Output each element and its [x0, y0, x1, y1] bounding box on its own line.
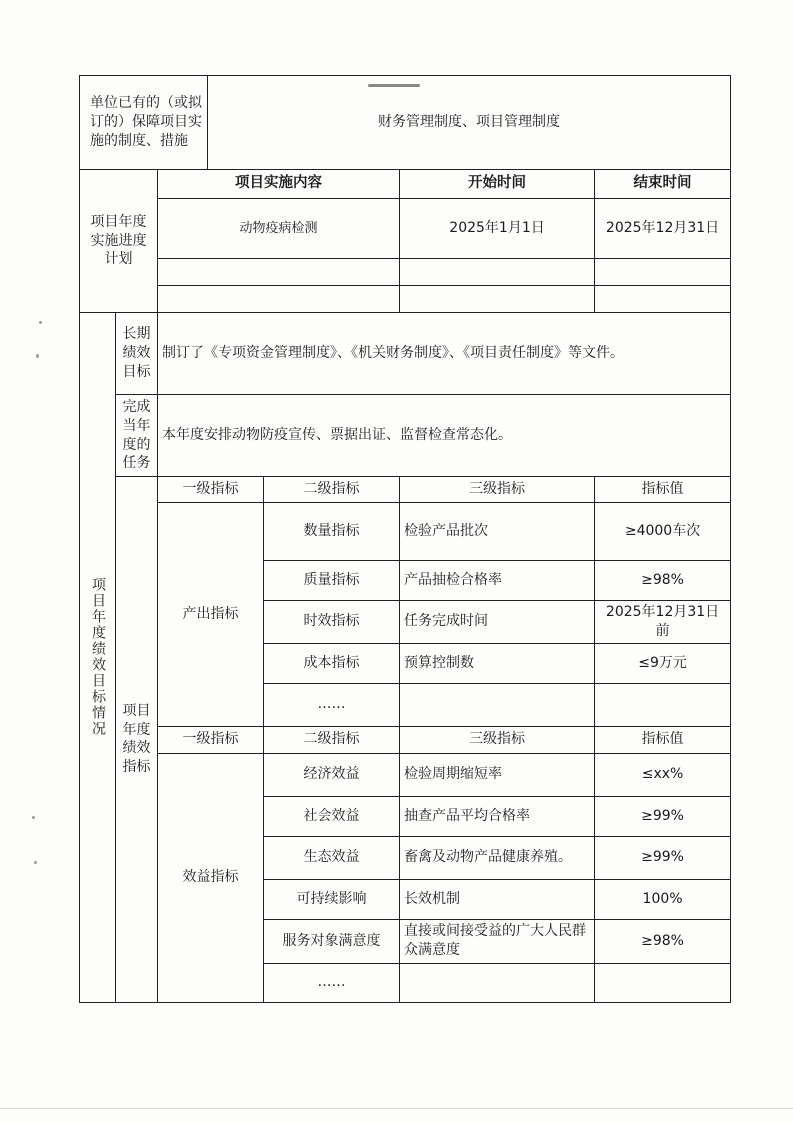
indicator-header-level3: 三级指标 — [400, 726, 595, 753]
benefit-level3: 长效机制 — [400, 879, 595, 919]
output-level2-ellipsis: …… — [264, 683, 400, 726]
indicator-header-level2: 二级指标 — [264, 726, 400, 753]
indicator-header-level3: 三级指标 — [400, 477, 595, 503]
indicator-header-level1: 一级指标 — [158, 726, 264, 753]
measures-label: 单位已有的（或拟订的）保障项目实施的制度、措施 — [80, 76, 208, 170]
benefit-level2: 生态效益 — [264, 836, 400, 879]
output-level2: 时效指标 — [264, 601, 400, 644]
indicator-header-level2: 二级指标 — [264, 477, 400, 503]
schedule-start-cell: 2025年1月1日 — [400, 199, 595, 259]
scan-speck — [34, 861, 37, 864]
schedule-empty-cell — [400, 286, 595, 313]
output-value: ≥4000车次 — [595, 503, 731, 561]
annual-task-label: 完成当年度的任务 — [116, 395, 158, 477]
benefit-value: ≥99% — [595, 836, 731, 879]
output-value — [595, 683, 731, 726]
scan-speck — [39, 321, 42, 324]
output-level2: 质量指标 — [264, 561, 400, 601]
output-level3 — [400, 683, 595, 726]
measures-value: 财务管理制度、项目管理制度 — [208, 76, 731, 170]
benefit-value — [595, 963, 731, 1002]
benefit-value: 100% — [595, 879, 731, 919]
output-level3: 检验产品批次 — [400, 503, 595, 561]
performance-goal-table — [79, 75, 731, 1003]
annual-task-value: 本年度安排动物防疫宣传、票据出证、监督检查常态化。 — [158, 395, 731, 477]
schedule-header-content: 项目实施内容 — [158, 170, 400, 199]
benefit-value: ≥98% — [595, 919, 731, 963]
benefit-level2: 服务对象满意度 — [264, 919, 400, 963]
benefit-level2: 经济效益 — [264, 753, 400, 796]
indicator-header-level1: 一级指标 — [158, 477, 264, 503]
schedule-header-start: 开始时间 — [400, 170, 595, 199]
benefit-level2: 可持续影响 — [264, 879, 400, 919]
output-level3: 产品抽检合格率 — [400, 561, 595, 601]
benefit-level3: 检验周期缩短率 — [400, 753, 595, 796]
benefit-value: ≤xx% — [595, 753, 731, 796]
schedule-empty-cell — [158, 286, 400, 313]
benefit-level3: 畜禽及动物产品健康养殖。 — [400, 836, 595, 879]
long-term-goal-value: 制订了《专项资金管理制度》、《机关财务制度》、《项目责任制度》等文件。 — [158, 313, 731, 395]
output-level3: 预算控制数 — [400, 643, 595, 683]
output-value: 2025年12月31日前 — [595, 601, 731, 644]
schedule-label: 项目年度实施进度计划 — [80, 170, 158, 313]
long-term-goal-label: 长期绩效目标 — [116, 313, 158, 395]
page-bottom-edge — [0, 1108, 793, 1109]
schedule-header-end: 结束时间 — [595, 170, 731, 199]
benefit-level2-ellipsis: …… — [264, 963, 400, 1002]
benefit-level3 — [400, 963, 595, 1002]
schedule-empty-cell — [158, 259, 400, 286]
indicator-section-label: 项目年度绩效指标 — [116, 477, 158, 1003]
output-level2: 数量指标 — [264, 503, 400, 561]
indicator-header-value: 指标值 — [595, 726, 731, 753]
output-value: ≤9万元 — [595, 643, 731, 683]
benefit-value: ≥99% — [595, 796, 731, 836]
schedule-empty-cell — [595, 286, 731, 313]
benefit-level1: 效益指标 — [158, 753, 264, 1002]
goals-section-label: 项目年度绩效目标情况 — [80, 313, 116, 1003]
schedule-empty-cell — [595, 259, 731, 286]
scan-speck — [32, 816, 35, 819]
output-level3: 任务完成时间 — [400, 601, 595, 644]
benefit-level2: 社会效益 — [264, 796, 400, 836]
output-value: ≥98% — [595, 561, 731, 601]
output-level1: 产出指标 — [158, 503, 264, 727]
output-level2: 成本指标 — [264, 643, 400, 683]
indicator-header-value: 指标值 — [595, 477, 731, 503]
benefit-level3: 抽查产品平均合格率 — [400, 796, 595, 836]
benefit-level3: 直接或间接受益的广大人民群众满意度 — [400, 919, 595, 963]
scan-speck — [36, 354, 39, 358]
schedule-content-cell: 动物疫病检测 — [158, 199, 400, 259]
schedule-end-cell: 2025年12月31日 — [595, 199, 731, 259]
schedule-empty-cell — [400, 259, 595, 286]
